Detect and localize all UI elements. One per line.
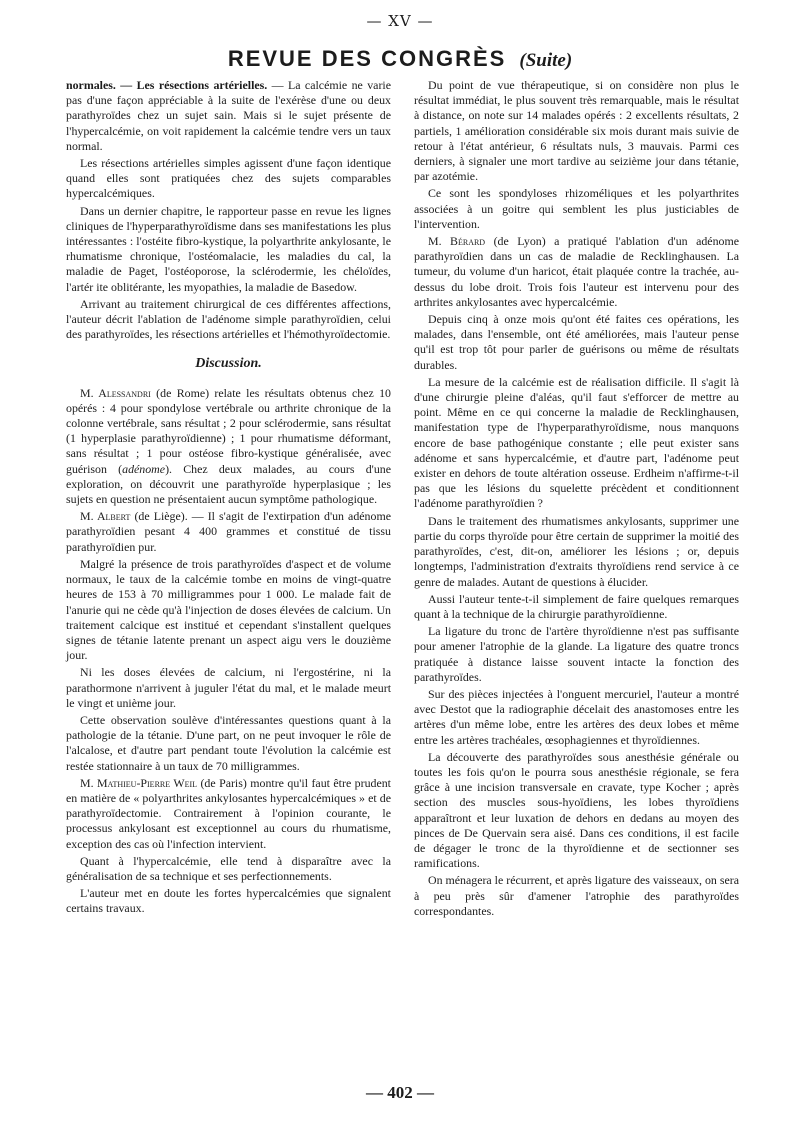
paragraph: Sur des pièces injectées à l'onguent mercuriel, l'auteur a montré avec Destot que la radiographie décelait des anastomoses entre les artères d'un même lobe, entre les artères des deux lobes et même entre les artères trachéales, œsophagiennes et thyroïdiennes.: [414, 686, 739, 747]
paragraph: [66, 78, 391, 154]
paragraph-text: (de Lyon) a pratiqué l'ablation d'un adénome parathyroïdien dans un cas de maladie de Recklinghausen. La tumeur, du volume d'un haricot, était plaquée contre la trachée, au-dessus du lobe droit. Trois fois l'auteur est intervenu pour des arthrites ankylosantes avec hypercalcémie.: [414, 234, 740, 309]
paragraph: Ni les doses élevées de calcium, ni l'ergostérine, ni la parathormone n'arrivent à juguler l'état du mal, et le malade meurt le vingt et unième jour.: [66, 665, 391, 710]
paragraph: Dans le traitement des rhumatismes ankylosants, supprimer une partie du corps thyroïde pour être certain de supprimer la moitié des parathyroïdes, c'est, dit-on, améliorer les lésions ; or, depuis longtemps, l'administration d'extraits thyroïdiens rend service à ce genre de malades. Autant de questions à élucider.: [414, 513, 739, 589]
right-column: [414, 78, 739, 921]
paragraph-text: (de Liège). — Il s'agit de l'extirpation d'un adénome parathyroïdien pesant 4 400 grammes et constitué de tissu parathyroïdien pur.: [66, 509, 391, 554]
discussion-heading: Discussion.: [195, 356, 262, 372]
paragraph: La ligature du tronc de l'artère thyroïdienne n'est pas suffisante pour amener l'atrophie de la glande. La ligature des quatre troncs pratiquée à distance laisse souvent intacte la fonction des parathyroïdes.: [414, 624, 739, 684]
paragraph: Cette observation soulève d'intéressantes questions quant à la pathologie de la tétanie. D'une part, on ne peut invoquer le rôle de l'alcalose, et d'autre part pendant toute l'évolution la calcémie est restée stationnaire à un taux de 70 milligrammes.: [66, 712, 391, 773]
left-column: [66, 78, 391, 919]
page-number: — 402 —: [366, 1083, 434, 1102]
paragraph: Depuis cinq à onze mois qu'ont été faites ces opérations, les malades, dans l'ensemble, ont été améliorées, mais l'auteur pense qu'il est trop tôt pour parler de guérisons ou même de résultats durables.: [414, 312, 739, 372]
title-suite: (Suite): [519, 50, 573, 71]
speaker-name: M. Bérard: [428, 234, 486, 249]
paragraph: Malgré la présence de trois parathyroïdes d'aspect et de volume normaux, le taux de la calcémie tombe en moins de vingt-quatre heures de 153 à 70 milligrammes pour 1 000. Le malade fait de l'anurie qui ne cède qu'à l'injection de doses élevées de calcium. Un traitement calcique est institué et cependant s'installent quelques signes de tétanie latente prenant un aspect aigu vers le douzième jour.: [66, 556, 391, 663]
paragraph: Les résections artérielles simples agissent d'une façon identique quand elles sont pratiquées chez des sujets comparables hypercalcémiques.: [66, 156, 391, 201]
paragraph: Du point de vue thérapeutique, si on considère non plus le résultat immédiat, le plus souvent très remarquable, mais le résultat à distance, on note sur 14 malades opérés : 2 excellents résultats, 2 partiels, 1 amélioration considérable six mois durant mais suivie de retour à l'état antérieur, 6 résultats nuls, 3 mauvais. Parmi ces derniers, à signaler une mort tardive au seizième jour dans tétanie, par azotémie.: [414, 78, 739, 184]
page-title: [0, 46, 800, 72]
paragraph: L'auteur met en doute les fortes hypercalcémies que signalent certains travaux.: [66, 886, 391, 916]
paragraph-text: (de Paris) montre qu'il faut être prudent en matière de « polyarthrites ankylosantes hypercalcémiques » et de parathyroïdectomie. Contrairement à l'opinion courante, le processus ankylosant est exceptionnel au cours du rhumatisme, exception des cas où l'infection intervient.: [66, 775, 391, 851]
paragraph: [66, 776, 391, 852]
paragraph-text: — La calcémie ne varie pas d'une façon appréciable à la suite de l'exérèse d'une ou deux parathyroïdes chez un sujet sain. Mais si le sujet présente de l'hypercalcémie, on voit rapidement la calcémie tendre vers un taux normal.: [66, 78, 391, 153]
section-lead: normales. — Les résections artérielles.: [66, 78, 268, 92]
roman-page-number: — XV —: [366, 12, 434, 30]
speaker-name: M. Mathieu-Pierre Weil: [80, 775, 198, 790]
paragraph: Dans un dernier chapitre, le rapporteur passe en revue les lignes cliniques de l'hyperparathyroïdisme dans ses manifestations les plus intéressantes : l'ostéite fibro-kystique, la polyarthrite ankylosante, le rhumatisme chronique, l'ostéomalacie, les maladies du cal, la maladie de Paget, l'ostéoporose, la sclérodermie, les chéloïdes, l'artér ite oblitérante, les myopathies, la maladie de Basedow.: [66, 203, 391, 294]
paragraph: [414, 234, 739, 310]
paragraph: Arrivant au traitement chirurgical de ces différentes affections, l'auteur décrit l'ablation de l'adénome simple parathyroïdien, celui des parathyroïdes, les résections artérielles et l'hémothyroïdectomie.: [66, 296, 391, 342]
speaker-name: M. Alessandri: [80, 385, 151, 400]
speaker-name: M. Albert: [80, 509, 131, 524]
title-main: REVUE DES CONGRÈS: [227, 46, 507, 71]
paragraph: La mesure de la calcémie est de réalisation difficile. Il s'agit là d'une chirurgie pleine d'aléas, qu'il faut s'efforcer de mettre au point. Même en ce qui concerne la maladie de Recklinghausen, manifestation type de l'hyperparathyroïdisme, nous manquons encore de base pathogénique constante ; elle peut exister sans adénome et sans hypercalcémie, et d'autre part, l'adénome peut exister en dehors de toute altération osseuse. Erdheim n'affirme-t-il pas que les lésions du squelette précèdent et conditionnent l'adénome parathyroïdien ?: [414, 374, 739, 511]
paragraph: [66, 386, 391, 508]
paragraph: Quant à l'hypercalcémie, elle tend à disparaître avec la généralisation de sa technique et ses perfectionnements.: [66, 853, 391, 883]
paragraph: Aussi l'auteur tente-t-il simplement de faire quelques remarques quant à la technique de la chirurgie parathyroïdienne.: [414, 591, 739, 621]
paragraph: Ce sont les spondyloses rhizoméliques et les polyarthrites associées à un goitre qui semblent les plus justiciables de l'intervention.: [414, 186, 739, 231]
paragraph: On ménagera le récurrent, et après ligature des vaisseaux, on sera à peu près sûr d'amener l'atrophie des parathyroïdes correspondantes.: [414, 873, 739, 918]
paragraph: [66, 509, 391, 555]
italic-term: adénome: [122, 461, 166, 476]
paragraph: La découverte des parathyroïdes sous anesthésie générale ou toutes les fois qu'on le pourra sous anesthésie régionale, se fera grâce à une incision transversale en cravate, type Kocher ; après section des muscles sous-hyoïdiens, les lobes thyroïdiens apparaîtront et leur luxation de dehors en dedans au moyen des pinces de De Quervain sera aisé. Dans ces conditions, il est facile de dégager le tronc de la thyroïdienne et de sectionner ses ramifications.: [414, 749, 739, 871]
paragraph-text: ). Chez deux malades, au cours d'une exploration, on découvrit une parathyroïde hyperplasique ; les sujets en question ne présentaient aucun symptôme pathologique.: [66, 461, 391, 507]
paragraph-text: (de Rome) relate les résultats obtenus chez 10 opérés : 4 pour spondylose vertébrale ou arthrite chronique de la colonne vertébrale, sans résultat ; 2 pour sclérodermie, sans résultat (1 hyperplasie parathyroïdienne) ; 1 pour rhumatisme déformant, sans résultat ; 1 pour ostéose fibro-kystique généralisée, avec guérison (: [66, 385, 391, 476]
